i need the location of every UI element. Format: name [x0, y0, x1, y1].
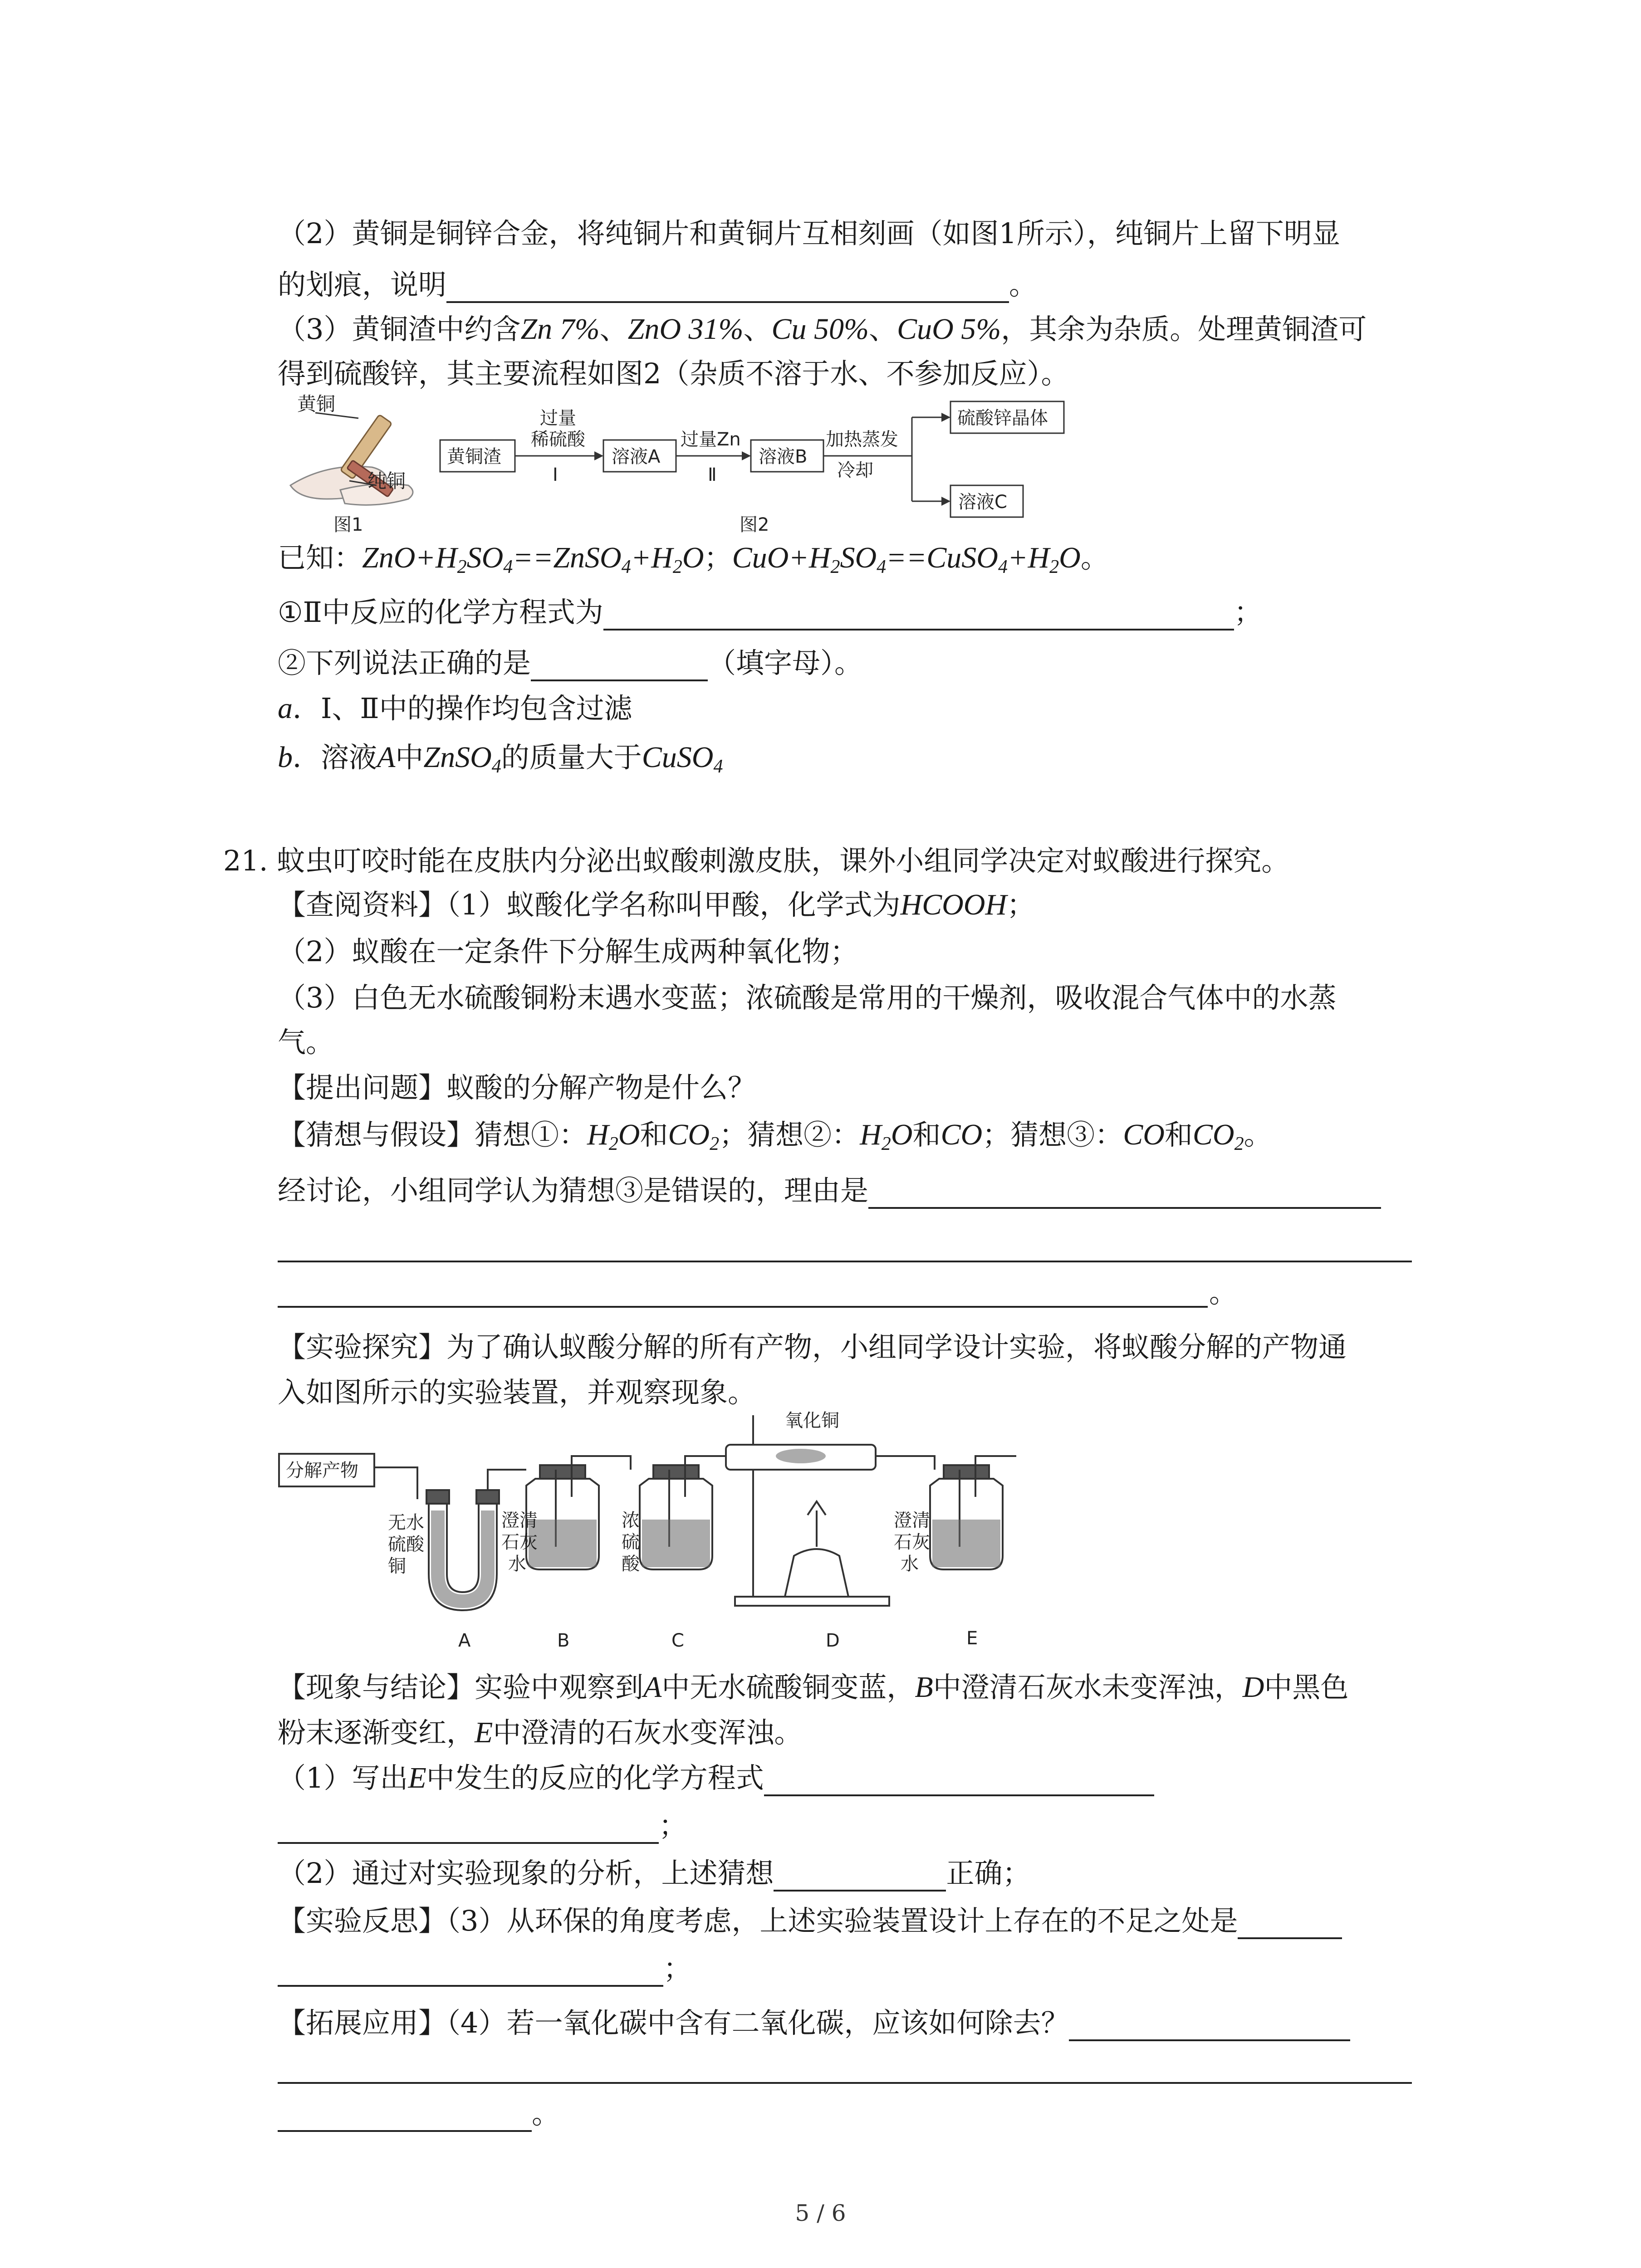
q21-sub2-text: （2）通过对实验现象的分析，上述猜想	[278, 1857, 774, 1890]
flow-box-zinc-sulfate-crystal-label: 硫酸锌晶体	[957, 408, 1048, 429]
separator: 、	[599, 313, 628, 346]
semicolon: ；	[1234, 596, 1262, 629]
q20-sub2	[278, 645, 862, 681]
results-text-6: 中澄清的石灰水变浑浊。	[493, 1716, 803, 1749]
q20-sub2-text-end: （填字母）。	[708, 646, 863, 679]
experiment-apparatus	[272, 1406, 1043, 1660]
fig1-label-copper: 纯铜	[367, 470, 406, 492]
q21-hypotheses	[278, 1117, 1272, 1153]
fig1-caption: 图1	[333, 514, 363, 535]
letter-e-ref: E	[408, 1761, 426, 1794]
label-e-3: 水	[901, 1554, 919, 1574]
flow-step1-reagent-2: 稀硫酸	[531, 429, 585, 450]
semicolon: ；	[704, 541, 732, 574]
q21-results-line2	[278, 1715, 802, 1751]
label-a-2: 硫酸	[388, 1534, 424, 1555]
q21-experiment-text: 【实验探究】为了确认蚁酸分解的所有产物，小组同学设计实验，将蚁酸分解的产物通	[278, 1330, 1347, 1364]
equation-2: $CuO+H_2SO_4==CuSO_4+H_2O$	[732, 541, 1081, 577]
option-b-text-2: 中	[395, 741, 424, 774]
answer-blank-q20-2[interactable]	[446, 274, 1009, 303]
fig2-flowchart	[440, 401, 1064, 535]
q21-reflection-cont	[278, 1950, 691, 1987]
q21-extension	[278, 2005, 1350, 2041]
answer-blank-q21-reason-1[interactable]	[868, 1180, 1381, 1209]
results-label: 【现象与结论】	[278, 1671, 475, 1704]
q20-part3-line1	[278, 311, 1367, 347]
fig1-illustration	[290, 395, 413, 535]
q21-ref3-text: （3）白色无水硫酸铜粉末遇水变蓝；浓硫酸是常用的干燥剂，吸收混合气体中的水蒸	[278, 981, 1337, 1014]
label-b-2: 石灰	[501, 1532, 538, 1553]
results-text-5: 粉末逐渐变红，	[278, 1716, 475, 1749]
separator: 、	[869, 313, 897, 346]
flow-box-solution-c-label: 溶液C	[958, 492, 1007, 513]
label-c-1: 浓	[622, 1510, 640, 1531]
formula-zno: ZnO 31%	[627, 313, 744, 346]
q21-reflection-text: 【实验反思】（3）从环保的角度考虑，上述实验装置设计上存在的不足之处是	[278, 1904, 1238, 1937]
and: 和	[1164, 1118, 1193, 1151]
q20-known-equations	[278, 540, 1109, 576]
q21-reflection	[278, 1903, 1342, 1939]
flow-step2-roman: Ⅱ	[708, 464, 717, 485]
q21-sub2-text-b: 正确；	[946, 1857, 1031, 1890]
flow-step1-reagent-1: 过量	[540, 408, 576, 429]
apparatus-input-label: 分解产物	[286, 1460, 358, 1481]
option-b-label: b	[278, 741, 293, 774]
formula-cuo: CuO 5%	[897, 313, 1001, 346]
answer-blank-q21-4-a[interactable]	[1069, 2012, 1350, 2041]
label-e-1: 澄清	[894, 1510, 930, 1531]
answer-blank-q21-3-a[interactable]	[1238, 1910, 1342, 1939]
q20-sub1-text: ①Ⅱ中反应的化学方程式为	[278, 596, 603, 629]
formula-co2: $CO_2$	[668, 1118, 720, 1154]
label-b-3: 水	[508, 1554, 526, 1574]
answer-blank-q21-reason-2[interactable]	[278, 1261, 1412, 1262]
q20-sub2-text: ②下列说法正确的是	[278, 646, 531, 679]
formula-zn: Zn 7%	[520, 313, 600, 346]
semicolon: ；	[719, 1118, 748, 1151]
q21-ref3-text-b: 气。	[278, 1026, 334, 1059]
semicolon: ；	[659, 1809, 687, 1842]
answer-blank-q21-4-b[interactable]	[278, 2082, 1412, 2084]
q20-sub1	[278, 594, 1262, 631]
q21-experiment-line1	[278, 1329, 1347, 1365]
period: 。	[1080, 541, 1109, 574]
label-e-2: 石灰	[894, 1532, 930, 1553]
semicolon: ；	[982, 1118, 1011, 1151]
q21-sub1	[278, 1760, 1154, 1796]
q20-figures	[272, 395, 1071, 544]
flow-step3-bottom: 冷却	[837, 460, 873, 481]
option-a-text: ．Ⅰ、Ⅱ中的操作均包含过滤	[293, 692, 632, 725]
q21-reason-period	[1209, 1275, 1237, 1311]
q21-results-line1	[278, 1669, 1348, 1706]
flow-box-brass-slag-label: 黄铜渣	[447, 446, 501, 467]
semicolon: ；	[1007, 888, 1035, 921]
separator: 、	[743, 313, 772, 346]
period: 。	[1209, 1276, 1238, 1309]
flow-box-solution-b-label: 溶液B	[759, 446, 808, 467]
letter-e: E	[966, 1628, 978, 1649]
label-c-2: 硫	[622, 1532, 640, 1553]
q21-intro	[223, 843, 1289, 879]
and: 和	[912, 1118, 941, 1151]
hypothesis-label: 【猜想与假设】	[278, 1118, 475, 1151]
q21-intro-text: 21. 蚊虫叮咬时能在皮肤内分泌出蚁酸刺激皮肤，课外小组同学决定对蚁酸进行探究。	[223, 844, 1290, 877]
q21-ref3	[278, 980, 1336, 1016]
q20-part3-text-b: 得到硫酸锌，其主要流程如图2（杂质不溶于水、不参加反应）。	[278, 357, 1069, 390]
letter-d-ref: D	[1242, 1671, 1264, 1704]
semicolon: ；	[663, 1952, 692, 1985]
period: 。	[532, 2097, 560, 2130]
flow-step2-reagent: 过量Zn	[681, 429, 741, 450]
hypothesis-3-label: 猜想③：	[1010, 1118, 1123, 1151]
formula-co: CO	[1123, 1118, 1165, 1151]
letter-a-ref: A	[643, 1671, 662, 1704]
fig1-label-brass: 黄铜	[297, 395, 336, 415]
formula-znso4: ZnSO$_4$	[423, 741, 501, 777]
fig2-caption: 图2	[740, 514, 769, 535]
period: 。	[1244, 1118, 1272, 1151]
q20-part2-line2	[278, 267, 1037, 303]
label-b-1: 澄清	[501, 1510, 538, 1531]
label-a-1: 无水	[388, 1512, 424, 1533]
option-b-text-3: 的质量大于	[501, 741, 642, 774]
page-number: 5 / 6	[795, 2200, 846, 2226]
q20-part3-line2	[278, 356, 1069, 392]
hypothesis-2-label: 猜想②：	[747, 1118, 860, 1151]
q20-option-a	[278, 690, 632, 727]
alcohol-lamp	[785, 1549, 848, 1597]
q21-sub2	[278, 1855, 1030, 1892]
q20-part3-text-end: ，其余为杂质。处理黄铜渣可	[1001, 313, 1367, 346]
results-text-4: 中黑色	[1264, 1671, 1349, 1704]
q21-ref1	[278, 887, 1035, 923]
formula-co2: $CO_2$	[1192, 1118, 1244, 1154]
q20-option-b	[278, 739, 723, 776]
q20-part2-text-b: 的划痕，说明	[278, 268, 447, 301]
q21-ref2-text: （2）蚁酸在一定条件下分解生成两种氧化物；	[278, 935, 858, 968]
q21-ref3-cont	[278, 1024, 334, 1061]
option-a-label: a	[278, 692, 293, 725]
answer-blank-q20-3-1[interactable]	[603, 601, 1234, 631]
option-b-text: ．溶液	[293, 741, 377, 774]
q21-extension-text: 【拓展应用】（4）若一氧化碳中含有二氧化碳，应该如何除去？	[278, 2006, 1069, 2039]
q21-discussion-text: 经讨论，小组同学认为猜想③是错误的，理由是	[278, 1174, 869, 1207]
q20-part2-text: （2）黄铜是铜锌合金，将纯铜片和黄铜片互相刻画（如图1所示），纯铜片上留下明显	[278, 217, 1340, 250]
formula-co: CO	[941, 1118, 983, 1151]
hypothesis-1-label: 猜想①：	[475, 1118, 588, 1151]
letter-c: C	[671, 1630, 684, 1651]
letter-d: D	[826, 1630, 840, 1651]
results-text-3: 中澄清石灰水未变浑浊，	[933, 1671, 1243, 1704]
q21-question-text: 【提出问题】蚁酸的分解产物是什么？	[278, 1071, 756, 1104]
q21-extension-end	[278, 2096, 560, 2132]
q21-discussion	[278, 1173, 1381, 1209]
answer-blank-q21-2[interactable]	[774, 1862, 946, 1892]
label-a-3: 铜	[388, 1556, 406, 1577]
results-text-1: 实验中观察到	[475, 1671, 644, 1704]
q21-ref1-text: 【查阅资料】（1）蚁酸化学名称叫甲酸，化学式为	[278, 888, 901, 921]
formula-h2o: $H_2O$	[587, 1118, 640, 1154]
letter-b: B	[557, 1630, 570, 1651]
answer-blank-q21-3-b[interactable]	[278, 1958, 663, 1987]
and: 和	[640, 1118, 668, 1151]
formula-cuso4: CuSO$_4$	[642, 741, 723, 777]
label-c-3: 酸	[622, 1554, 640, 1574]
q21-sub1-text: （1）写出	[278, 1761, 408, 1794]
q21-question	[278, 1070, 756, 1106]
answer-blank-q21-4-c[interactable]	[278, 2103, 532, 2132]
q20-part3-text: （3）黄铜渣中约含	[278, 313, 521, 346]
q20-part2-line1	[278, 215, 1340, 252]
answer-blank-q20-3-2[interactable]	[531, 652, 708, 681]
q21-sub1-cont	[278, 1808, 687, 1844]
q21-experiment-line2	[278, 1374, 756, 1411]
formula-cu: Cu 50%	[771, 313, 869, 346]
period: 。	[1009, 268, 1038, 301]
apparatus-cuo-label: 氧化铜	[785, 1410, 839, 1431]
known-label: 已知：	[278, 541, 362, 574]
letter-a: A	[458, 1630, 471, 1651]
letter-e-ref: E	[475, 1716, 493, 1749]
q21-experiment-text-b: 入如图所示的实验装置，并观察现象。	[278, 1376, 756, 1409]
flow-step3-top: 加热蒸发	[826, 429, 898, 450]
flow-step1-roman: Ⅰ	[553, 464, 558, 485]
equation-1: $ZnO+H_2SO_4==ZnSO_4+H_2O$	[362, 541, 704, 577]
option-b-solution-a: A	[377, 741, 396, 774]
letter-b-ref: B	[915, 1671, 933, 1704]
answer-blank-q21-1-a[interactable]	[764, 1767, 1154, 1796]
formula-h2o: $H_2O$	[860, 1118, 913, 1154]
formula-hcooh: HCOOH	[900, 888, 1007, 921]
results-text-2: 中无水硫酸铜变蓝，	[661, 1671, 915, 1704]
q21-ref2	[278, 934, 858, 970]
flow-box-solution-a-label: 溶液A	[612, 446, 661, 467]
answer-blank-q21-1-b[interactable]	[278, 1815, 659, 1844]
answer-blank-q21-reason-3[interactable]	[278, 1306, 1208, 1308]
q21-sub1-text-b: 中发生的反应的化学方程式	[426, 1761, 764, 1794]
